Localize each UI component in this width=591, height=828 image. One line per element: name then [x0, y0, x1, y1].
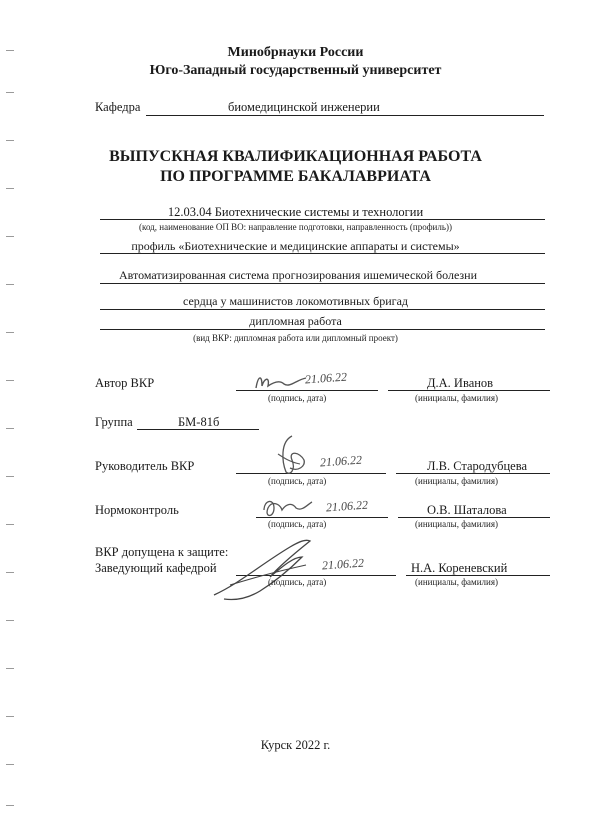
- head-sign-caption: (подпись, дата): [268, 577, 327, 587]
- normcontrol-name: О.В. Шаталова: [427, 503, 507, 517]
- head-name: Н.А. Кореневский: [411, 561, 508, 575]
- normcontrol-signature: [258, 494, 316, 522]
- normcontrol-label: Нормоконтроль: [95, 503, 179, 517]
- head-signature: [210, 535, 320, 605]
- author-label: Автор ВКР: [95, 376, 155, 390]
- work-type-underline: [100, 329, 545, 330]
- supervisor-sign-date: 21.06.22: [319, 452, 363, 470]
- supervisor-name: Л.В. Стародубцева: [427, 459, 527, 473]
- group-label: Группа: [95, 415, 133, 429]
- group-value: БМ-81б: [178, 415, 220, 429]
- work-type-caption: (вид ВКР: дипломная работа или дипломный проект): [193, 333, 398, 343]
- supervisor-sign-caption: (подпись, дата): [268, 476, 327, 486]
- ministry-name: Минобрнауки России: [227, 45, 364, 60]
- program-caption: (код, наименование ОП ВО: направление подготовки, направленность (профиль)): [139, 222, 452, 232]
- topic-underline-1: [100, 283, 545, 284]
- program-code-name: 12.03.04 Биотехнические системы и технологии: [167, 205, 424, 219]
- normcontrol-name-caption: (инициалы, фамилия): [415, 519, 498, 529]
- normcontrol-sign-date: 21.06.22: [325, 497, 369, 515]
- topic-line-2: сердца у машинистов локомотивных бригад: [182, 294, 409, 308]
- department-underline: [146, 115, 544, 116]
- city-year: Курск 2022 г.: [260, 738, 331, 752]
- work-type-value: дипломная работа: [249, 314, 342, 328]
- department-label: Кафедра: [95, 100, 141, 114]
- author-name-caption: (инициалы, фамилия): [415, 393, 498, 403]
- author-signature: [252, 370, 312, 392]
- author-sign-date: 21.06.22: [304, 369, 348, 387]
- admitted-to-defense: ВКР допущена к защите:: [95, 545, 229, 559]
- supervisor-name-caption: (инициалы, фамилия): [415, 476, 498, 486]
- head-sign-date: 21.06.22: [321, 555, 365, 573]
- document-title-line-1: ВЫПУСКНАЯ КВАЛИФИКАЦИОННАЯ РАБОТА: [109, 148, 482, 165]
- supervisor-label: Руководитель ВКР: [95, 459, 195, 473]
- author-sign-caption: (подпись, дата): [268, 393, 327, 403]
- supervisor-signature: [270, 432, 320, 480]
- head-label: Заведующий кафедрой: [95, 561, 217, 575]
- normcontrol-sign-caption: (подпись, дата): [268, 519, 327, 529]
- document-title-line-2: ПО ПРОГРАММЕ БАКАЛАВРИАТА: [160, 168, 431, 185]
- topic-line-1: Автоматизированная система прогнозирования ишемической болезни: [119, 268, 478, 282]
- topic-underline-2: [100, 309, 545, 310]
- department-value: биомедицинской инженерии: [228, 100, 380, 114]
- author-name: Д.А. Иванов: [427, 376, 494, 390]
- university-name: Юго-Западный государственный университет: [149, 63, 442, 78]
- head-name-caption: (инициалы, фамилия): [415, 577, 498, 587]
- program-profile: профиль «Биотехнические и медицинские аппараты и системы»: [131, 239, 460, 253]
